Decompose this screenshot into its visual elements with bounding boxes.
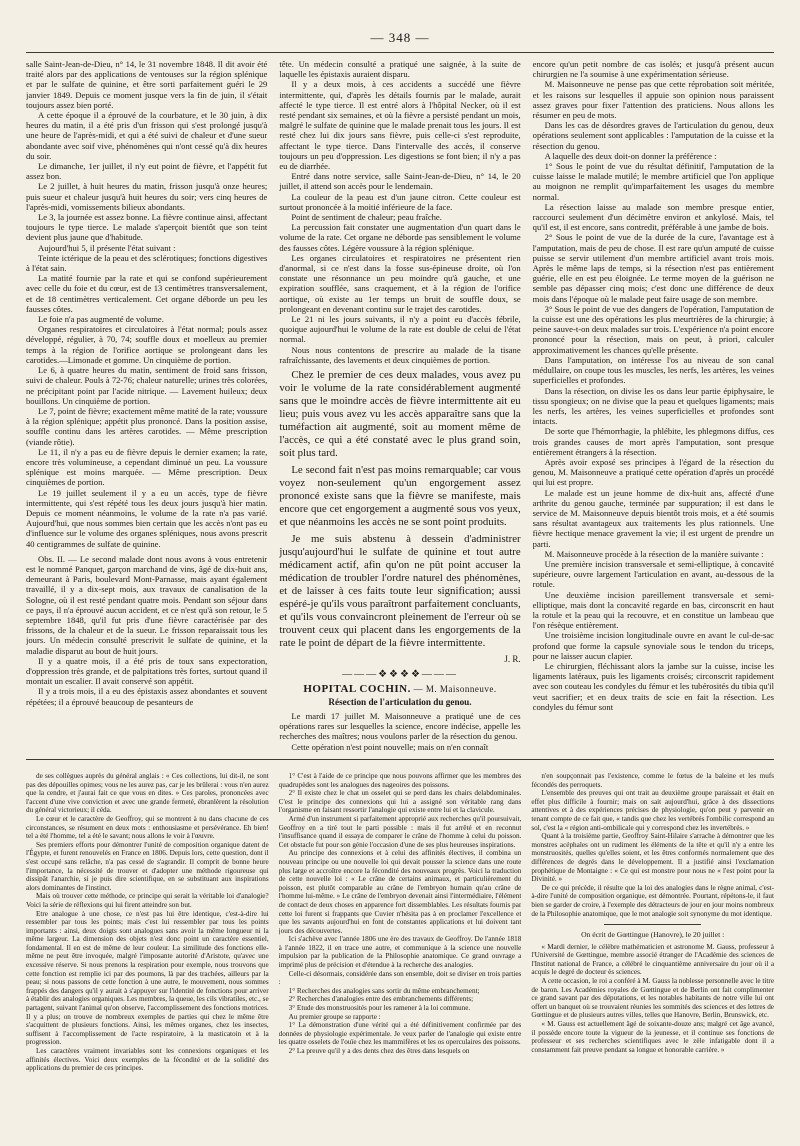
- paragraph: Une deuxième incision pareillement transversale et semi-elliptique, mais dont la concavité regarde en bas, circonscrit en haut la rotule et la peau qui la recouvre, et en constitue un lambeau que l'on résèque entièrement.: [532, 589, 774, 631]
- paragraph: Nous nous contentons de prescrire au malade de la tisane rafraîchissante, des lavements et deux cinquièmes de portion.: [279, 344, 521, 365]
- conclusion-paragraph: Chez le premier de ces deux malades, vous avez pu voir le volume de la rate considérablement augmenté sans que le moindre accès de fièvre intermittente ait eu lieu; puis vous avez vu les accès apparaître sans que la tuméfaction ait augmenté, soit au moment même de l'accès, ce qui a été constaté avec le plus grand soin, soit plus tard.: [279, 369, 521, 460]
- paragraph: Il y a trois mois, il a eu des épistaxis assez abondantes et souvent répétées; il a éprouvé beaucoup de pesanteurs de: [26, 686, 268, 707]
- dateline: On écrit de Gœttingue (Hanovre), le 20 juillet :: [581, 930, 725, 940]
- paragraph: La matité fournie par la rate et qui se confond supérieurement avec celle du foie et du cœur, est de 13 centimètres transversalement, et de 18 centimètres verticalement. Cet organe déborde un peu les fausses côtes.: [26, 273, 268, 314]
- paragraph: Le mardi 17 juillet M. Maisonneuve a pratiqué une de ces opérations rares sur lesquelles la science, encore indécise, appelle les recherches des maîtres; nous voulons parler de la résection du genou.: [279, 710, 521, 742]
- paragraph: 3° Sous le point de vue des dangers de l'opération, l'amputation de la cuisse est une des opérations les plus meurtrières de la chirurgie; à peine sauve-t-on deux malades sur trois. L'expérience n'a point encore prononcé pour la résection, mais on peut, à priori, calculer approximativement les chances qu'elle présente.: [532, 303, 774, 355]
- paragraph: tête. Un médecin consulté a pratiqué une saignée, à la suite de laquelle les épistaxis auraient disparu.: [279, 59, 521, 80]
- article-signature: J. R.: [504, 654, 521, 665]
- paragraph: Dans la résection, on divise les os dans leur partie épiphysaire, le tissu spongieux; on ne divise que la peau et quelques ligaments; mais les nerfs, les artères, les veines superficielles et profondes sont intacts.: [532, 385, 774, 427]
- paragraph: Le 11, il n'y a pas eu de fièvre depuis le dernier examen; la rate, encore très volumineuse, a cependant diminué un peu. La voussure splénique est moins marquée. — Même prescription. Deux cinquièmes de portion.: [26, 446, 268, 488]
- paragraph: de ses collègues auprès du général anglais : « Ces collections, lui dit-il, ne sont pas des dépouilles opimes; vous ne les aurez pas, car je les brûlerai : vous n'en aurez que la cendre, et j'aurai fait ce que vous en dites. » Ces paroles, prononcées avec l'accent d'une vive conviction et avec une grande fermeté, ébranlèrent la résolution du général victorieux; il céda.: [26, 772, 269, 815]
- short-divider: [604, 924, 701, 925]
- paragraph: Les caractères vraiment invariables sont les connexions organiques et les affinités électives. Voici deux exemples de la fécondité et de la solidité des applications du premier de ces principes.: [26, 1047, 269, 1073]
- paragraph: A laquelle des deux doit-on donner la préférence :: [544, 150, 717, 161]
- paragraph: La percussion fait constater une augmentation d'un quart dans le volume de la rate. Cet organe ne déborde pas sensiblement le volume des fausses côtes. Légère voussure à la région splénique.: [279, 222, 521, 253]
- paragraph: Cette opération n'est point nouvelle; mais on n'en connaît: [291, 741, 489, 752]
- paragraph: Le 21 ni les jours suivants, il n'y a point eu d'accès fébrile, quoique aujourd'hui le volume de la rate est double de celui de l'état normal.: [279, 314, 521, 345]
- paragraph: Il y a quatre mois, il a été pris de toux sans expectoration, d'oppression très grande, et de palpitations très fortes, surtout quand il montait un escalier. Il avait conservé son appétit.: [26, 655, 268, 687]
- paragraph: 1° Recherches des analogies sans sortir du même embranchement;: [288, 986, 480, 995]
- paragraph: Le foie n'a pas augmenté de volume.: [38, 314, 164, 325]
- paragraph: Point de sentiment de chaleur; peau fraîche.: [291, 212, 442, 223]
- paragraph: La couleur de la peau est d'un jaune citron. Cette couleur est surtout prononcée à la moitié inférieure de la face.: [279, 191, 521, 212]
- paragraph: De ce qui précède, il résulte que la loi des analogies dans le règne animal, c'est-à-dire l'unité de composition organique, est démontrée. Pourtant, répétons-le, il faut bien se garder de croire, à l'exemple des détracteurs de jour en jour moins nombreux de la Philosophie anatomique, que le mot analogie soit synonyme du mot identique.: [531, 883, 774, 918]
- paragraph: Dans l'amputation, on intéresse l'os au niveau de son canal médullaire, on coupe tous les muscles, les nerfs, les artères, les veines superficielles et profondes.: [532, 354, 774, 386]
- hospital-surgeon: M. Maisonneuve.: [425, 683, 497, 694]
- paragraph: Il y a deux mois, à ces accidents a succédé une fièvre intermittente, qui, d'après les détails fournis par le malade, aurait affecté le type tierce. Il est entré alors à l'hôpital Necker, où il est resté pendant six semaines, et où la fièvre a persisté pendant un mois, malgré le sulfate de quinine que le malade prenait tous les jours. Il est resté chez lui dix jours sans fièvre, puis celle-ci s'est reproduite, affectant le type tierce. Dans l'intervalle des accès, il conserve toujours un peu d'oppression. Les digestions se font bien; il n'y a pas eu de diarrhée.: [279, 79, 521, 172]
- paragraph: Dans les cas de désordres graves de l'articulation du genou, deux opérations seulement sont applicables : l'amputation de la cuisse et la résection du genou.: [532, 120, 774, 151]
- paragraph: Ici s'achève avec l'année 1806 une ère des travaux de Geoffroy. De l'année 1818 à l'année 1822, il en trace une autre, et communique à la science une nouvelle impulsion par la publication de la Philosophie anatomique. Ce grand ouvrage a imprimé plus de précision et d'étendue à la recherche des analogies.: [278, 935, 522, 970]
- paragraph: Obs. II. — Le second malade dont nous avons à vous entretenir est le nommé Panquet, garçon marchand de vins, âgé de dix-huit ans, demeurant à Paris, boulevard Mont-Parnasse, mais ayant également travaillé, il y a dix-sept mois, aux travaux de canalisation de la Sologne, où il est resté pendant quatre mois. Pendant son séjour dans ce pays, il n'a éprouvé aucun accident, et ce n'est qu'à son retour, le 5 septembre 1848, qu'il fut pris d'une fièvre caractérisée par des frissons, de la chaleur et de la sueur. Le frisson reparaissait tous les jours. Un médecin consulté prescrivit le sulfate de quinine, et la maladie disparut au bout de huit jours.: [26, 553, 268, 656]
- paragraph: Etre analogue à une chose, ce n'est pas lui être identique, c'est-à-dire lui ressembler par tous les points; mais c'est lui ressembler par tous les points importants : ainsi, deux doigts sont analogues sans avoir la même longueur ni la même largeur. La dimension des objets n'est donc point un caractère essentiel, fondamental. Il en est de même de leur couleur. La similitude des fonctions elle-même ne peut être invoquée, malgré l'imposante autorité d'Aristote, qu'avec une excessive réserve. Si nous prenons la respiration pour exemple, nous trouvons que cette fonction est remplie ici par des poumons, là par des trachées, ailleurs par la peau; si nous passons de cette fonction à une autre, le mouvement, nous sommes frappés des dangers qu'il y aurait à s'appuyer sur l'identité de fonctions pour arriver à établir des analogies organiques. Les membres, la queue, les cils vibratiles, etc., se partagent, suivant l'animal qu'on observe, l'accomplissement des fonctions motrices. Il y a plus; on trouve de nombreux exemples de parties qui chez le même être s'acquittent de plusieurs fonctions. Ainsi, les mêmes organes, chez les insectes, suffisent à l'accomplissement de l'acte respiratoire, à la masticatoin et à la progression.: [26, 909, 269, 1047]
- paragraph: salle Saint-Jean-de-Dieu, n° 14, le 31 novembre 1848. Il dit avoir été traité alors par des applications de ventouses sur la région splénique et par le sulfate de quinine, et être sorti parfaitement guéri le 29 janvier 1849. Depuis ce moment jusque vers la fin de juin, il s'était toujours assez bien porté.: [26, 59, 268, 110]
- paragraph: Celle-ci désormais, considérée dans son ensemble, doit se diviser en trois parties :: [278, 969, 522, 987]
- paragraph: « M. Gauss est actuellement âgé de soixante-douze ans; malgré cet âge avancé, il possède encore toute la vigueur de la jeunesse, et il continue ses fonctions de professeur et ses recherches scientifiques avec le zèle infatigable dont il a constamment fait preuve pendant sa longue et honorable carrière. »: [531, 1020, 774, 1054]
- paragraph: Au principe des connexions et à celui des affinités électives, il combina un nouveau principe ou une nouvelle loi qui devait pousser la science dans une route plus large et accroître encore la fécondité des nouveaux progrès. Voici la traduction de cette nouvelle loi : « Le crâne de certains animaux, et particulièrement du poisson, est plutôt comparable au crâne de l'embryon humain qu'au crâne de l'homme lui-même. » Le crâne de l'embryon devenait ainsi l'intermédiaire, l'élément de contact de deux choses en apparence fort dissemblables. Les résultats fournis par cette loi furent si frappants que Cuvier n'hésita pas à en proclamer l'excellence et que les savants aujourd'hui en font de constantes applications et lui doivent tant jours des découvertes.: [278, 849, 522, 935]
- paragraph: Le 2 juillet, à huit heures du matin, frisson jusqu'à onze heures; puis sueur et chaleur jusqu'à huit heures du soir; vers cinq heures de l'après-midi, vomissements bilieux abondants.: [26, 181, 268, 212]
- paragraph: De sorte que l'hémorrhagie, la phlébite, les phlegmons diffus, ces trois grandes causes de mort après l'amputation, sont presque entièrement étrangers à la résection.: [532, 426, 774, 457]
- feuilleton-column-1: [26, 772, 269, 1142]
- paragraph: Le 6, à quatre heures du matin, sentiment de froid sans frisson, suivi de chaleur. Pouls à 72-76; chaleur naturelle; urines très colorées, ne précipitant point par l'acide nitrique. — Lavement huileux; deux bouillons. Un cinquième de portion.: [26, 365, 268, 406]
- paragraph: L'ensemble des preuves qui ont trait au deuxième groupe paraissait et était en effet plus difficile à fournir; mais on sait aujourd'hui, grâce à des dissections attentives et à des expériences précises de physiologie, qu'on peut y parvenir en tenant compte de ce fait que, « tandis que chez les vertébrés l'ombilic correspond au sol, c'est la « région anti-ombilicale qui y correspond chez les invertébrés. »: [531, 789, 774, 832]
- ornament-divider: ———❖❖❖❖———: [342, 669, 458, 681]
- paragraph: 2° Il existe chez le chat un osselet qui se perd dans les chairs delabdominales. C'est le principe des connexions qui lui a assigné son véritable rang dans l'organisme en faisant ressortir l'analogie qui existe entre lui et la clavicule.: [278, 789, 522, 815]
- hospital-heading: [279, 684, 520, 694]
- paragraph: Une première incision transversale et semi-elliptique, à concavité supérieure, ouvre largement l'articulation en avant, au-dessous de la rotule.: [532, 558, 774, 590]
- paragraph: 2° Recherches d'analogies entre des embranchements différents;: [288, 995, 474, 1004]
- paragraph: Une troisième incision longitudinale ouvre en avant le cul-de-sac profond que forme la capsule synoviale sous le tendon du triceps, pour ne laisser aucun clapier.: [532, 630, 774, 661]
- paragraph: Le dimanche, 1er juillet, il n'y eut point de fièvre, et l'appétit fut assez bon.: [26, 161, 268, 182]
- paragraph: A cette occasion, le roi a conféré à M. Gauss la noblesse personnelle avec le titre de baron. Les Académies royales de Gœttingue et de Berlin ont fait complimenter ce grand savant par des députations, et les notables habitants de notre ville lui ont offert un banquet où se trouvaient réunies les sommités des sciences et des lettres de Gœttingue et de plusieurs autres villes, telles que Hanovre, Berlin, Brunswick, etc.: [531, 977, 774, 1020]
- paragraph: 2° La preuve qu'il y a des dents chez des êtres dans lesquels on: [288, 1047, 470, 1055]
- conclusion-paragraph: Le second fait n'est pas moins remarquable; car vous voyez non-seulement qu'un engorgement assez prononcé existe sans que la fièvre se manifeste, mais encore que cet engorgement a augmenté sous vos yeux, et que néanmoins les accès ne se sont point produits.: [279, 464, 521, 529]
- paragraph: Le 7, point de fièvre; exactement même matité de la rate; voussure à la région splénique; appétit plus prononcé. Dans la position assise, souffle continu dans les artères carotides. — Même prescription (viande rôtie).: [26, 405, 268, 447]
- paragraph: Entré dans notre service, salle Saint-Jean-de-Dieu, n° 14, le 20 juillet, il attend son accès pour le lendemain.: [279, 171, 521, 192]
- paragraph: La résection laisse au malade son membre presque entier, raccourci seulement d'un décimètre environ et ankylosé. Mais, tel qu'il est, il est encore, sans contredit, préférable à une jambe de bois.: [532, 201, 774, 233]
- conclusion-paragraph: Je me suis abstenu à dessein d'administrer jusqu'aujourd'hui le sulfate de quinine et tout autre médicament actif, afin qu'on ne pût point accuser la médication de troubler l'ordre naturel des phénomènes, et de laisser à ces faits toute leur signification; aussi espéré-je qu'ils vous paraîtront parfaitement concluants, et qu'ils vous convaincront pleinement de l'erreur où se trouvent ceux qui placent dans les engorgements de la rate le point de départ de la fièvre intermittente.: [279, 533, 521, 650]
- paragraph: Le chirurgien, fléchissant alors la jambe sur la cuisse, incise les ligaments latéraux, puis les ligaments croisés; circonscrit rapidement avec son couteau les condyles du fémur et les tubérosités du tibia qu'il veut sacrifier; et en deux traits de scie en fait la résection. Les condyles du fémur sont: [532, 660, 774, 712]
- paragraph: Les organes circulatoires et respiratoires ne présentent rien d'anormal, si ce n'est dans la fosse sus-épineuse droite, où l'on constate une résonnance un peu moindre qu'à gauche, et une expiration soufflée, sans craquement, et à la région de l'orifice aortique, où existe au 1er temps un bruit de souffle doux, se prolongeant en devenant continu sur le trajet des carotides.: [279, 252, 521, 314]
- paragraph: A cette époque il a éprouvé de la courbature, et le 30 juin, à dix heures du matin, il a été pris d'un frisson qui s'est prolongé jusqu'à une heure de l'après-midi, et qui a été suivi de chaleur et d'une sueur abondante avec soif vive, phénomènes qui n'ont cessé qu'à dix heures du soir.: [26, 110, 268, 161]
- paragraph: Aujourd'hui 5, il présente l'état suivant :: [38, 242, 176, 253]
- paragraph: M. Maisonneuve procède à la résection de la manière suivante :: [544, 548, 764, 559]
- page-number: — 348 —: [370, 30, 430, 45]
- column-2: [279, 59, 520, 759]
- paragraph: 1° La démonstration d'une vérité qui a été définitivement confirmée par des données de physiologie expérimentale. Je veux parler de l'analogie qui existe entre les quatre osselets de l'ouïe chez les mammifères et les os operculaires des poissons.: [278, 1021, 522, 1047]
- paragraph: Mais où trouver cette méthode, ce principe qui serait la véritable loi d'analogie? Voici la série de réflexions qui lui firent atteindre son but.: [26, 892, 269, 909]
- paragraph: Ses premiers efforts pour démontrer l'unité de composition organique datent de l'Égypte, et furent renouvelés en France en 1806. Depuis lors, cette question, dont il s'est occupé sans relâche, n'a pas cessé de s'agrandir. Il comprit de bonne heure l'importance, la nécessité de trouver et d'adopter une méthode rigoureuse qui dissipât l'anarchie, si je puis dire scientifique, en se substituant aux inspirations alors dominantes de l'instinct.: [26, 840, 269, 892]
- paragraph: Quant à la troisième partie, Geoffroy Saint-Hilaire s'arrache à démontrer que les monstres acéphales ont un rudiment les éléments de la tête et qu'il n'y a entre les monstruosités, quelles qu'elles soient, et les êtres conformés normalement que des différences de degrés dans le développement. Il a justifié ainsi l'exclamation prophétique de Montaigne : « Ce qui est monstre pour nous ne « l'est point pour la Divinité. »: [531, 832, 774, 884]
- main-article-columns: [26, 53, 774, 759]
- column-3: [533, 59, 774, 759]
- paragraph: Le cœur et le caractère de Geoffroy, qui se montrent à nu dans chacune de ces circonstances, se résument en deux mots : enthousiasme et persévérance. Eh bien! tel a été l'homme, tel a été le savant; nous allons le voir à l'œuvre.: [26, 814, 269, 841]
- paragraph: Le malade est un jeune homme de dix-huit ans, affecté d'une arthrite du genou gauche, terminée par suppuration; il est dans le service de M. Maisonneuve depuis bientôt trois mois, et a été soumis sans résultat avantageux aux traitements les plus rationnels. Une fièvre hectique menace gravement la vie; il est urgent de prendre un parti.: [532, 487, 774, 549]
- column-1: [26, 59, 267, 759]
- hospital-name: HOPITAL COCHIN.: [303, 682, 411, 695]
- paragraph: 3° Etude des monstruosités pour les ramener à la loi commune.: [288, 1004, 471, 1013]
- hospital-sep: —: [410, 683, 426, 694]
- paragraph: Organes respiratoires et circulatoires à l'état normal; pouls assez développé, régulier, à 70, 74; souffle doux et moelleux au premier temps à la région de l'orifice aortique se prolongeant dans les carotides.—Limonade et gomme. Un cinquième de portion.: [26, 324, 268, 365]
- paragraph: Au premier groupe se rapporte :: [288, 1012, 381, 1021]
- feuilleton-columns: [26, 766, 774, 1142]
- paragraph: Teinte ictérique de la peau et des sclérotiques; fonctions digestives à l'état sain.: [26, 252, 268, 274]
- paragraph: encore qu'un petit nombre de cas isolés; et jusqu'à présent aucun chirurgien ne l'a soumise à une expérimentation sérieuse.: [532, 59, 774, 80]
- paragraph: 2° Sous le point de vue de la durée de la cure, l'avantage est à l'amputation, mais de peu de chose. Il est rare qu'un amputé de cuisse puisse se servir utilement d'un membre artificiel avant trois mois. Après le même laps de temps, si la résection n'est pas entièrement guérie, elle en est peu éloignée. Le terme moyen de la guérison ne semble pas dépasser cinq mois; c'est donc une différence de deux mois dans l'époque où le malade peut faire usage de son membre.: [532, 232, 774, 304]
- paragraph: M. Maisonneuve ne pense pas que cette réprobation soit méritée, et les raisons sur lesquelles il appuie son opinion nous paraissent assez graves pour fixer l'attention des praticiens. Nous allons les résumer en peu de mots.: [532, 79, 774, 121]
- feuilleton-column-2: [279, 772, 522, 1142]
- paragraph: Le 19 juillet seulement il y a eu un accès, type de fièvre intermittente, qui s'est répété tous les deux jours jusqu'à hier matin. Depuis ce moment néanmoins, le volume de la rate n'a pas varié. Aujourd'hui, que nous sommes bien certain que les accès n'ont pas eu d'influence sur le volume des organes spléniques, nous avons prescrit 40 centigrammes de sulfate de quinine.: [26, 487, 268, 549]
- feuilleton-rule: [26, 759, 774, 760]
- section-title: Résection de l'articulation du genou.: [328, 696, 472, 707]
- paragraph: Armé d'un instrument si parfaitement approprié aux recherches qu'il poursuivait, Geoffroy en a tiré tout le parti possible : mais il fut arrêté et en reconnut l'insuffisance quand il essaya de comparer le crâne de l'homme à celui du poisson. Cet obstacle fut pour son génie l'occasion d'une de ses plus heureuses inspirations.: [278, 814, 522, 849]
- paragraph: « Mardi dernier, le célèbre mathématicien et astronome M. Gauss, professeur à l'Université de Gœttingue, membre associé étranger de l'Académie des sciences de l'Institut national de France, a célébré le cinquantième anniversaire du jour où il a acquis le degré de docteur ès sciences.: [531, 942, 774, 977]
- feuilleton-column-3: [531, 772, 774, 1142]
- paragraph: Après avoir exposé ses principes à l'égard de la résection du genou, M. Maisonneuve a pratiqué cette opération d'après un procédé qui lui est propre.: [532, 456, 774, 488]
- paragraph: Le 3, la journée est assez bonne. La fièvre continue ainsi, affectant toujours le type tierce. Le malade s'aperçoit bientôt que son teint devient plus jaune que d'habitude.: [26, 212, 268, 243]
- paragraph: 1° C'est à l'aide de ce principe que nous pouvons affirmer que les membres des quadrupèdes sont les analogues des nageoires des poissons.: [278, 772, 522, 789]
- paragraph: n'en soupçonnait pas l'existence, comme le fœtus de la baleine et les mufs fécondés des perroquets.: [531, 772, 774, 789]
- paragraph: 1° Sous le point de vue du résultat définitif, l'amputation de la cuisse laisse le malade mutilé; le membre artificiel que l'on applique au moignon ne remplit qu'imparfaitement les usages du membre normal.: [532, 161, 774, 202]
